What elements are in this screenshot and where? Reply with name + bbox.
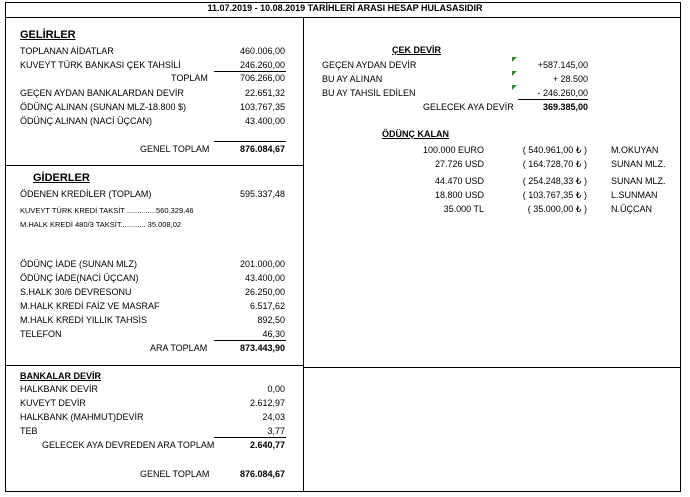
gelirler-row-label: ÖDÜNÇ ALINAN (SUNAN MLZ-18.800 $) [20,102,187,112]
gelirler-sum-line [214,71,286,72]
comment-marker-icon [512,57,517,62]
cek-devir-gelecek-label: GELECEK AYA DEVİR [423,102,514,112]
page-title: 11.07.2019 - 10.08.2019 TARİHLERİ ARASI HESAP HULASASIDIR [207,3,483,13]
gelirler-row-label: TOPLANAN AİDATLAR [20,46,114,56]
odunc-name: M.OKUYAN [611,145,659,155]
gelirler-genel-value: 876.084,67 [239,144,285,154]
bankalar-gelecek-label: GELECEK AYA DEVREDEN ARA TOPLAM [42,440,215,450]
gelirler-row-value: 246.260,00 [239,60,285,70]
odunc-name: SUNAN MLZ. [611,159,666,169]
frame-right [680,2,681,492]
giderler-row-label: ÖDÜNÇ İADE (SUNAN MLZ) [20,259,138,269]
giderler-kredi-detail: M.HALK KREDİ 480/3 TAKSİT............ 35.008,02 [20,220,182,229]
bankalar-row-value: 0,00 [267,384,285,394]
divider-right-lower [303,367,680,368]
odunc-tl: ( 103.767,35 ₺ ) [522,190,587,200]
odunc-amount: 18.800 USD [434,190,484,200]
bankalar-genel-label: GENEL TOPLAM [140,469,210,479]
title-divider [5,17,680,18]
giderler-heading: GİDERLER [33,172,90,184]
odunc-name: N.ÜÇCAN [611,204,653,214]
giderler-row-value: 43.400,00 [244,273,285,283]
frame-bottom [5,491,680,492]
gelirler-row-label: GEÇEN AYDAN BANKALARDAN DEVİR [20,88,184,98]
cek-devir-row-label: GEÇEN AYDAN DEVİR [322,60,417,70]
odunc-amount: 100.000 EURO [422,145,484,155]
bankalar-gelecek-value: 2.640,77 [249,440,285,450]
odunc-name: L.SUNMAN [611,190,658,200]
giderler-row-label: TELEFON [20,329,62,339]
center-divider [303,17,304,492]
bankalar-row-value: 24,03 [262,412,285,422]
bankalar-heading: BANKALAR DEVİR [20,371,101,381]
gelirler-row-value: 22.651,32 [244,88,285,98]
cek-devir-row-value: +587.145,00 [537,60,588,70]
bankalar-sum-line [214,437,286,438]
gelirler-toplam-label: TOPLAM [171,73,208,83]
frame-left [5,2,6,492]
comment-marker-icon [512,85,517,90]
gelirler-genel-label: GENEL TOPLAM [140,144,210,154]
bankalar-row-label: HALKBANK (MAHMUT)DEVİR [20,412,144,422]
cek-devir-sum-line [518,99,588,100]
giderler-ara-value: 873.443,90 [239,343,285,353]
cek-devir-row-value: - 246.260,00 [537,88,588,98]
giderler-sum-line [214,340,286,341]
giderler-krediler-value: 595.337,48 [239,189,285,199]
cek-devir-gelecek-value: 369.385,00 [542,102,588,112]
giderler-row-value: 26.250,00 [244,287,285,297]
giderler-krediler-label: ÖDENEN KREDİLER (TOPLAM) [20,189,152,199]
bankalar-row-label: KUVEYT DEVİR [20,398,86,408]
giderler-ara-label: ARA TOPLAM [150,343,208,353]
bankalar-row-label: TEB [20,426,38,436]
gelirler-row-label: ÖDÜNÇ ALINAN (NACİ ÜÇCAN) [20,116,153,126]
giderler-row-value: 892,50 [257,315,285,325]
odunc-tl: ( 254.248,33 ₺ ) [522,176,587,186]
giderler-kredi-detail: KUVEYT TÜRK KREDİ TAKSİT ..............560.329,46 [20,206,194,215]
odunc-tl: ( 35.000,00 ₺ ) [527,204,587,214]
odunc-name: SUNAN MLZ. [611,176,666,186]
gelirler-heading: GELİRLER [20,29,76,41]
odunc-tl: ( 540.961,00 ₺ ) [522,145,587,155]
giderler-row-label: M.HALK KREDİ YILLIK TAHSİS [20,315,148,325]
cek-devir-row-label: BU AY ALINAN [322,74,383,84]
bankalar-row-value: 2.612,97 [249,398,285,408]
gelirler-row-label: KUVEYT TÜRK BANKASI ÇEK TAHSİLİ [20,60,181,70]
gelirler-row-value: 43.400,00 [244,116,285,126]
bankalar-row-value: 3,77 [267,426,285,436]
divider-giderler-bankalar [5,365,303,366]
odunc-amount: 44.470 USD [434,176,484,186]
giderler-row-value: 46,30 [262,329,285,339]
bankalar-row-label: HALKBANK DEVİR [20,384,99,394]
odunc-amount: 27.726 USD [434,159,484,169]
gelirler-row-value: 103.767,35 [239,102,285,112]
giderler-row-label: ÖDÜNÇ İADE(NACİ ÜÇCAN) [20,273,139,283]
giderler-row-label: M.HALK KREDİ FAİZ VE MASRAF [20,301,160,311]
divider-gelirler-giderler [5,165,303,166]
comment-marker-icon [512,71,517,76]
gelirler-row-value: 460.006,00 [239,46,285,56]
cek-devir-heading: ÇEK DEVİR [392,45,442,55]
odunc-tl: ( 164.728,70 ₺ ) [522,159,587,169]
odunc-kalan-heading: ÖDÜNÇ KALAN [382,129,449,139]
giderler-row-value: 201.000,00 [239,259,285,269]
cek-devir-row-value: + 28.500 [552,74,588,84]
gelirler-genel-line [214,141,286,142]
cek-devir-row-label: BU AY TAHSİL EDİLEN [322,88,416,98]
gelirler-toplam-value: 706.266,00 [239,73,285,83]
giderler-row-label: S.HALK 30/6 DEVRESONU [20,287,132,297]
odunc-amount: 35.000 TL [443,204,484,214]
bankalar-genel-value: 876.084,67 [239,469,285,479]
giderler-row-value: 6.517,62 [249,301,285,311]
